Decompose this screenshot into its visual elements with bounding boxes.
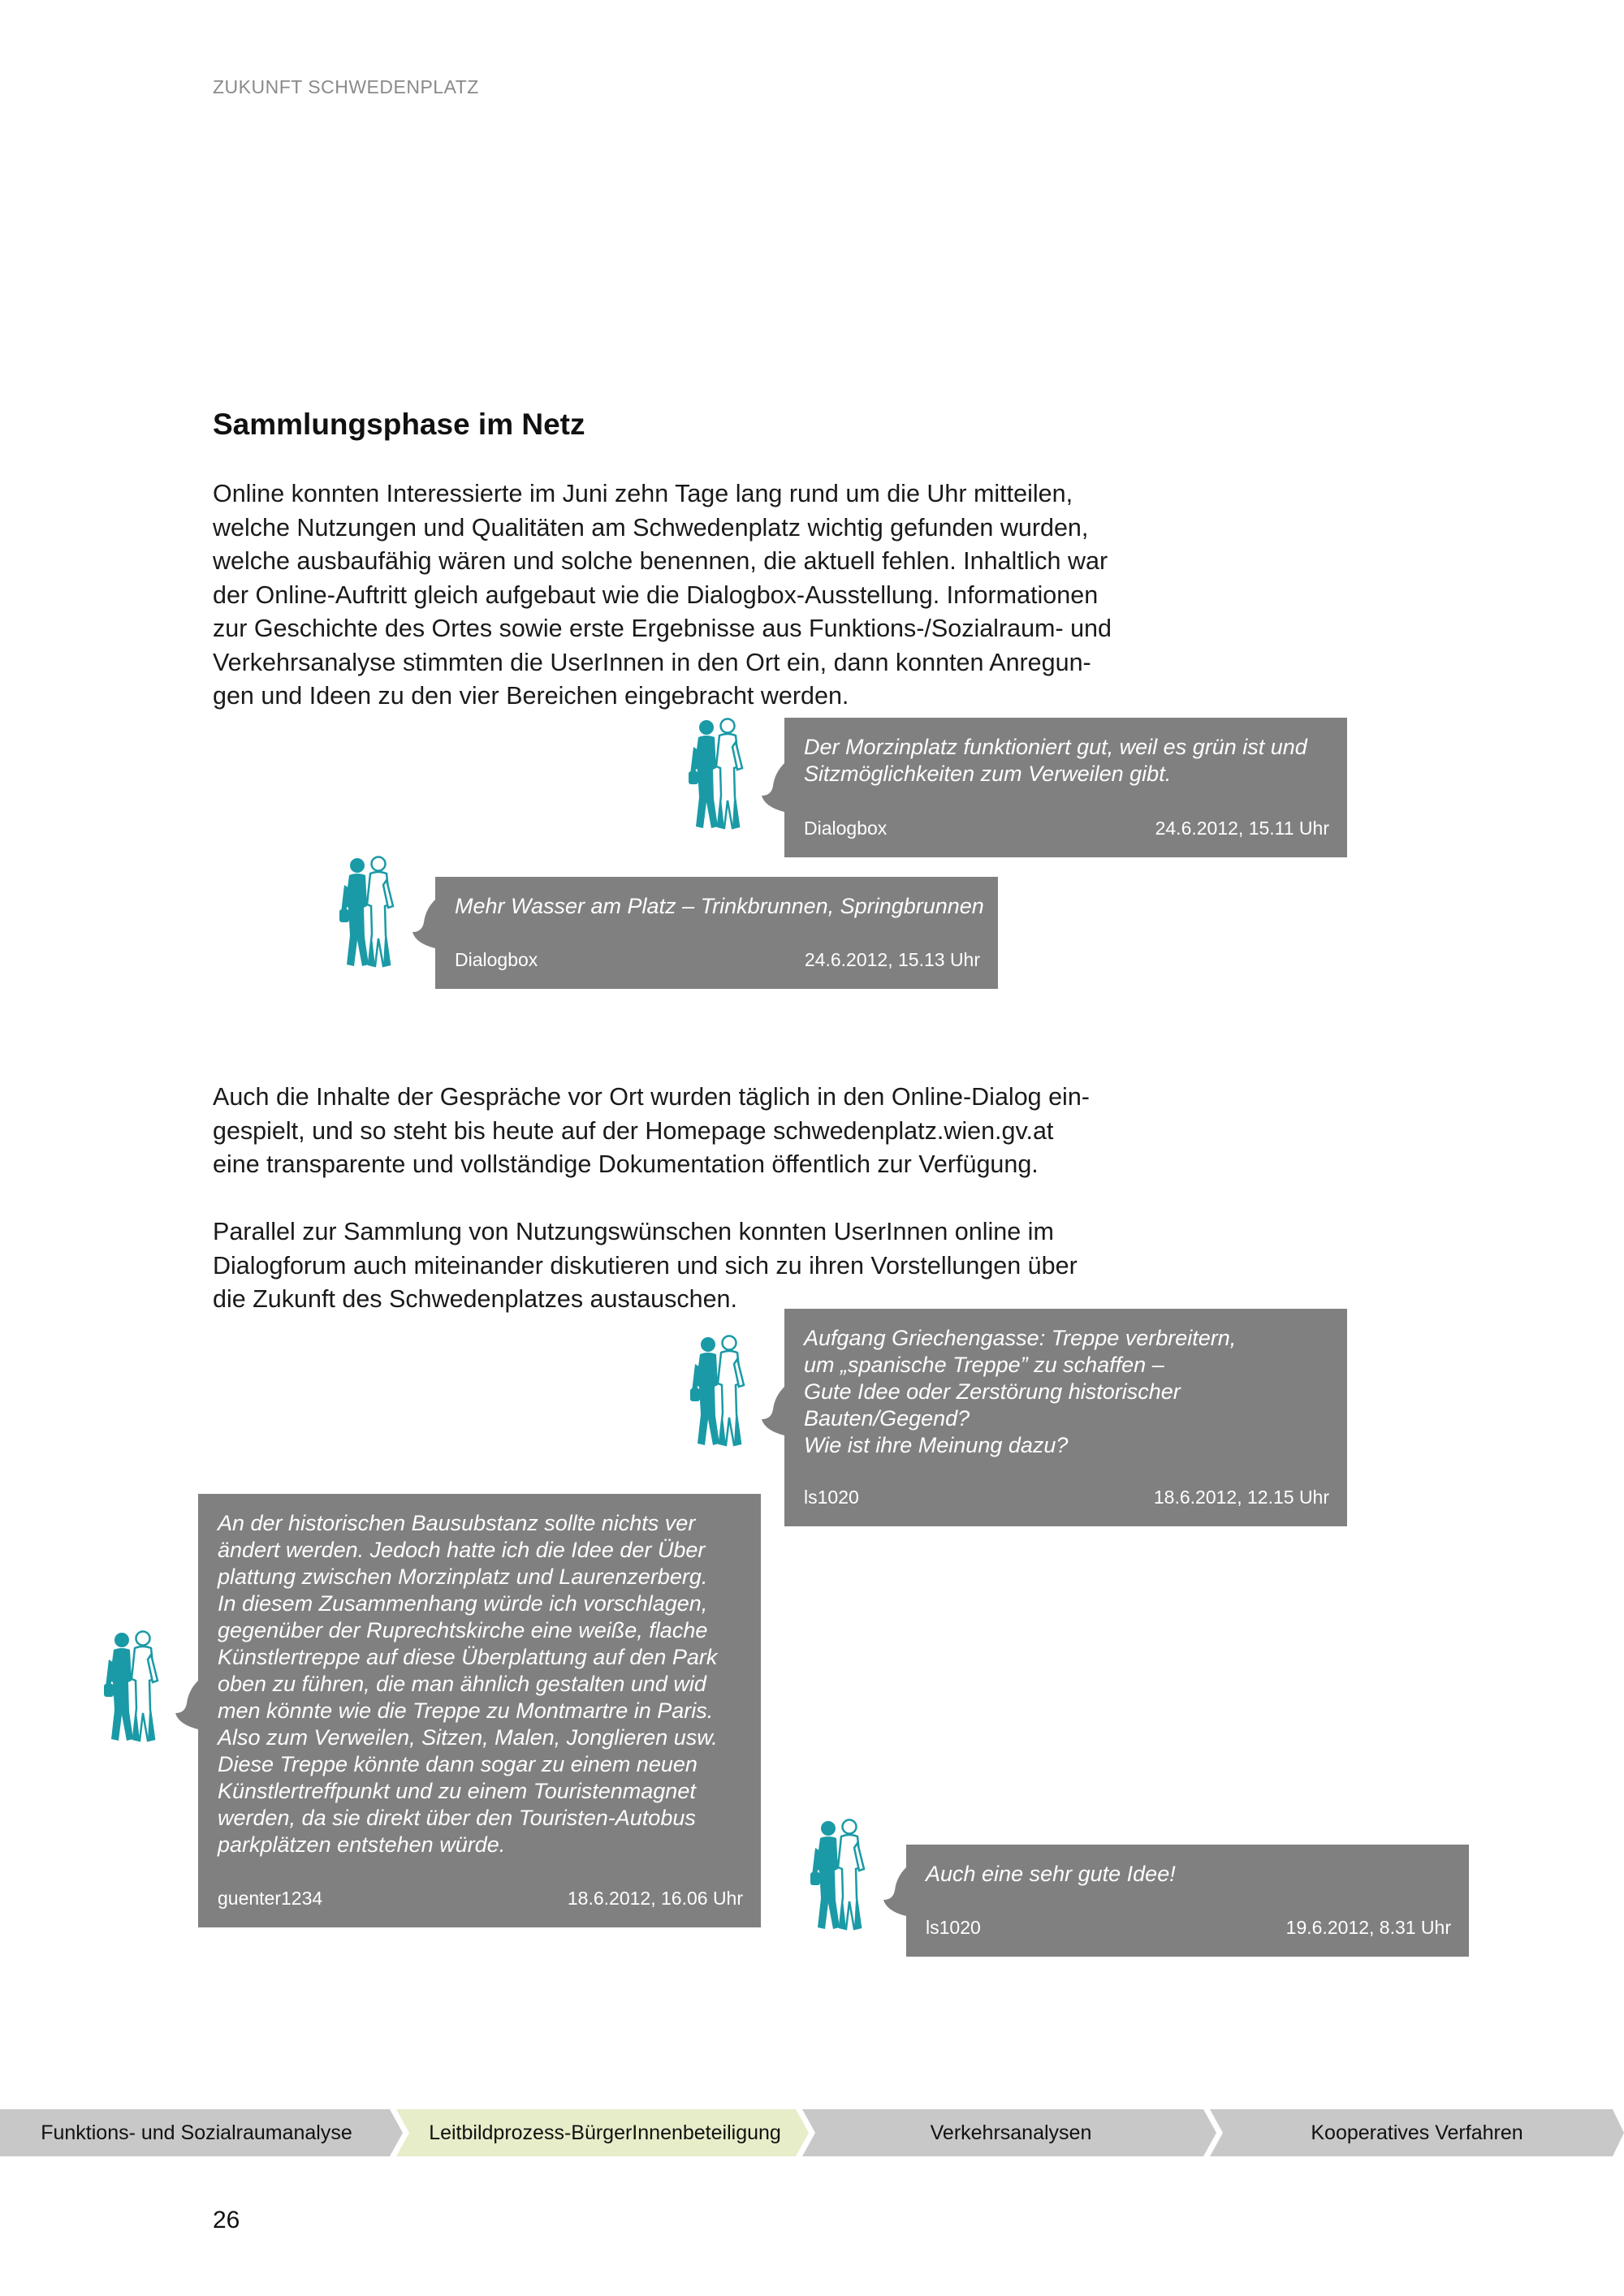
- comment-box: [435, 877, 998, 989]
- running-title: ZUKUNFT SCHWEDENPLATZ: [213, 76, 479, 97]
- comment-line: Wie ist ihre Meinung dazu?: [804, 1433, 1069, 1457]
- paragraph-line: welche ausbaufähig wären und solche benennen, die aktuell fehlen. Inhaltlich war: [213, 547, 1108, 575]
- people-icon: [339, 856, 396, 969]
- comment-author: ls1020: [926, 1917, 981, 1938]
- speech-tail: [760, 763, 786, 812]
- people-icon: [689, 718, 745, 831]
- comment-line: In diesem Zusammenhang würde ich vorschlagen,: [218, 1591, 708, 1616]
- speech-tail: [174, 1681, 200, 1729]
- paragraph-line: Parallel zur Sammlung von Nutzungswünschen konnten UserInnen online im: [213, 1218, 1054, 1245]
- paragraph-line: Online konnten Interessierte im Juni zehn Tage lang rund um die Uhr mitteilen,: [213, 480, 1073, 507]
- comment-line: Mehr Wasser am Platz – Trinkbrunnen, Springbrunnen: [455, 894, 984, 918]
- comment-line: Diese Treppe könnte dann sogar zu einem neuen: [218, 1752, 698, 1776]
- paragraph-line: die Zukunft des Schwedenplatzes austauschen.: [213, 1285, 737, 1313]
- comment-box: [784, 1309, 1347, 1526]
- section-title: Sammlungsphase im Netz: [213, 408, 585, 441]
- comment-text: [804, 1325, 1329, 1459]
- comment-line: Bauten/Gegend?: [804, 1406, 970, 1431]
- speech-tail: [411, 900, 437, 948]
- paragraph-line: gen und Ideen zu den vier Bereichen eingebracht werden.: [213, 682, 849, 710]
- comment-author: Dialogbox: [804, 818, 888, 839]
- people-icon: [810, 1819, 867, 1932]
- nav-step-buergerbeteiligung[interactable]: Leitbildprozess-BürgerInnenbeteiligung: [429, 2121, 781, 2144]
- comment-line: werden, da sie direkt über den Touristen-Autobus: [218, 1806, 696, 1830]
- nav-step-funktionsanalyse[interactable]: Funktions- und Sozialraumanalyse: [41, 2121, 352, 2144]
- comment-line: parkplätzen entstehen würde.: [218, 1832, 506, 1857]
- comment-line: plattung zwischen Morzinplatz und Laurenzerberg.: [218, 1564, 708, 1589]
- people-icon: [690, 1335, 747, 1448]
- comment-timestamp: 19.6.2012, 8.31 Uhr: [1285, 1917, 1451, 1938]
- comment-box: [784, 718, 1347, 857]
- comment-line: Sitzmöglichkeiten zum Verweilen gibt.: [804, 762, 1172, 786]
- comment-line: Der Morzinplatz funktioniert gut, weil es grün ist und: [804, 735, 1307, 759]
- comment-author: Dialogbox: [455, 949, 538, 970]
- process-navigation: [0, 2109, 1624, 2156]
- speech-tail: [882, 1867, 908, 1916]
- paragraph-line: gespielt, und so steht bis heute auf der Homepage schwedenplatz.wien.gv.at: [213, 1116, 1054, 1145]
- comment-timestamp: 24.6.2012, 15.11 Uhr: [1155, 818, 1329, 839]
- comment-line: Künstlertreffpunkt und zu einem Touristenmagnet: [218, 1779, 696, 1803]
- paragraph-intro: [213, 477, 1147, 714]
- comment-line: Künstlertreppe auf diese Überplattung auf den Park: [218, 1645, 718, 1669]
- paragraph-line: eine transparente und vollständige Dokumentation öffentlich zur Verfügung.: [213, 1150, 1039, 1178]
- comment-line: Aufgang Griechengasse: Treppe verbreitern,: [804, 1326, 1237, 1350]
- comment-author: ls1020: [804, 1487, 859, 1508]
- comment-line: men könnte wie die Treppe zu Montmartre in Paris.: [218, 1698, 714, 1723]
- nav-step-kooperatives-verfahren[interactable]: Kooperatives Verfahren: [1311, 2121, 1523, 2144]
- nav-step-verkehrsanalysen[interactable]: Verkehrsanalysen: [930, 2121, 1092, 2144]
- comment-line: Also zum Verweilen, Sitzen, Malen, Jonglieren usw.: [218, 1725, 718, 1750]
- comment-line: Gute Idee oder Zerstörung historischer: [804, 1379, 1181, 1404]
- paragraph-line: Verkehrsanalyse stimmten die UserInnen in den Ort ein, dann konnten Anregun-: [213, 648, 1091, 676]
- comment-text: [804, 734, 1329, 788]
- comment-line: Auch eine sehr gute Idee!: [926, 1862, 1176, 1886]
- comment-author: guenter1234: [218, 1888, 323, 1909]
- comment-line: um „spanische Treppe” zu schaffen –: [804, 1353, 1164, 1377]
- paragraph-line: Auch die Inhalte der Gespräche vor Ort wurden täglich in den Online-Dialog ein-: [213, 1083, 1090, 1111]
- comment-line: gegenüber der Ruprechtskirche eine weiße, flache: [218, 1618, 708, 1642]
- comment-text: [218, 1510, 743, 1858]
- paragraph-line: zur Geschichte des Ortes sowie erste Ergebnisse aus Funktions-/Sozialraum- und: [213, 615, 1112, 642]
- paragraph-line: Dialogforum auch miteinander diskutieren und sich zu ihren Vorstellungen über: [213, 1251, 1078, 1280]
- comment-text: [926, 1861, 1451, 1888]
- page-number: 26: [213, 2207, 240, 2233]
- comment-box: [198, 1494, 761, 1927]
- paragraph-documentation: [213, 1081, 1147, 1182]
- comment-line: An der historischen Bausubstanz sollte nichts ver: [218, 1511, 696, 1535]
- paragraph-line: welche Nutzungen und Qualitäten am Schwedenplatz wichtig gefunden wurden,: [213, 513, 1089, 542]
- comment-timestamp: 24.6.2012, 15.13 Uhr: [804, 949, 980, 970]
- comment-text: [455, 893, 984, 920]
- paragraph-forum: [213, 1215, 1147, 1317]
- comment-box: [906, 1845, 1469, 1957]
- paragraph-line: der Online-Auftritt gleich aufgebaut wie die Dialogbox-Ausstellung. Informationen: [213, 580, 1099, 609]
- comment-line: oben zu führen, die man ähnlich gestalten und wid: [218, 1672, 706, 1696]
- speech-tail: [760, 1387, 786, 1435]
- comment-line: ändert werden. Jedoch hatte ich die Idee der Über: [218, 1538, 706, 1562]
- comment-timestamp: 18.6.2012, 12.15 Uhr: [1153, 1487, 1329, 1508]
- comment-timestamp: 18.6.2012, 16.06 Uhr: [567, 1888, 743, 1909]
- people-icon: [104, 1630, 161, 1744]
